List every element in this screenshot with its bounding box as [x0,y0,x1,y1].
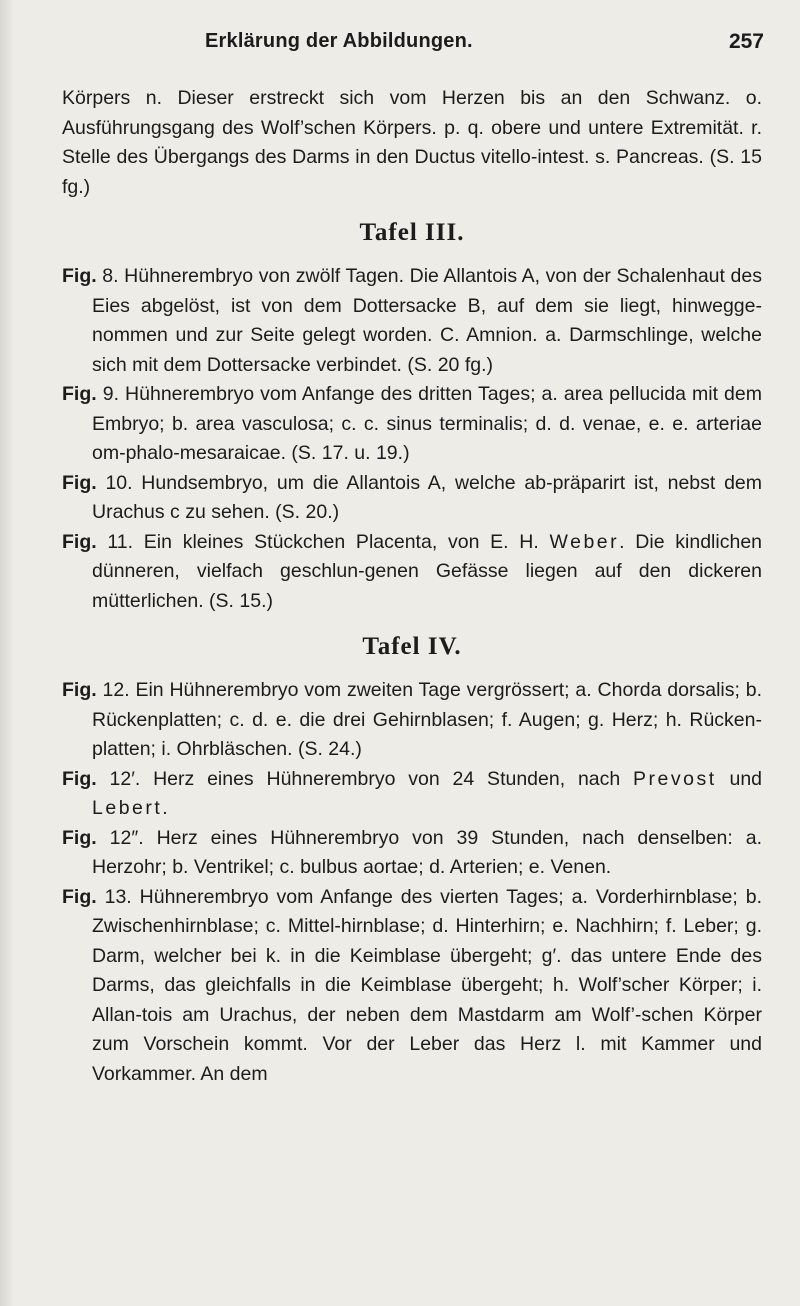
figure-label: Fig. [62,885,97,908]
figure-text: und [716,767,763,790]
body-text [62,84,762,1089]
page-number: 257 [728,30,764,53]
figure-caption [62,528,762,617]
figure-label: Fig. [62,679,97,701]
figure-label: Fig. [62,265,97,287]
figure-text: 11. Ein kleines Stückchen Placenta, von E. H. [107,530,550,553]
figure-text: 12′. Herz eines Hühnerembryo von 24 Stunden, nach [109,767,634,790]
figure-text: . Die kindlichen dünneren, vielfach geschlun-genen Gefässe liegen auf den dickeren mütterlichen. (S. 15.) [92,530,763,612]
section-heading: Tafel IV. [362,633,462,660]
figure-text: 8. Hühnerembryo von zwölf Tagen. Die Allantois A, von der Schalenhaut des Eies abgelöst, ist von dem Dottersacke B, auf dem sie liegt, hinwegge-nommen und zur Seite gelegt worden. C. Amnion. a. Darmschlinge, welche sich mit dem Dottersacke verbindet. (S. 20 fg.) [92,265,762,376]
figure-label: Fig. [62,826,97,849]
figure-label: Fig. [62,471,97,494]
author-name: Weber [549,530,620,553]
figure-label: Fig. [62,530,97,553]
figure-text: 13. Hühnerembryo vom Anfange des vierten Tages; a. Vorderhirnblase; b. Zwischenhirnblase; c. Mittel-hirnblase; d. Hinterhirn; e. Nachhirn; f. Leber; g. Darm, welcher bei k. in die Keimblase übergeht; g′. das untere Ende des Darms, das gleichfalls in die Keimblase übergeht; h. Wolf’scher Körper; i. Allan-tois am Urachus, der neben dem Mastdarm am Wolf’-schen Körper zum Vorschein kommt. Vor der Leber das Herz l. mit Kammer und Vorkammer. An dem [92,885,763,1085]
figure-text: . [162,797,168,819]
section-heading: Tafel III. [359,219,465,246]
figure-caption [62,765,762,824]
figure-caption [62,824,762,883]
figure-text: 10. Hundsembryo, um die Allantois A, welche ab-präparirt ist, nebst dem Urachus c zu sehen. (S. 20.) [92,471,763,523]
binding-edge [0,0,14,1306]
figure-caption [62,262,762,380]
figure-label: Fig. [62,383,97,405]
running-head-title: Erklärung der Abbildungen. [205,30,473,52]
figure-caption [62,676,762,765]
figure-text: 9. Hühnerembryo vom Anfange des dritten Tages; a. area pellucida mit dem Embryo; b. area vasculosa; c. c. sinus terminalis; d. d. venae, e. e. arteriae om-phalo-mesaraicae. (S. 17. u. 19.) [92,383,762,464]
figure-text: 12″. Herz eines Hühnerembryo von 39 Stunden, nach denselben: a. Herzohr; b. Ventrikel; c. bulbus aortae; d. Arterien; e. Venen. [92,826,763,878]
figure-caption [62,883,762,1090]
author-name: Prevost [633,767,717,790]
running-head [0,30,800,60]
author-name: Lebert [92,797,163,819]
figure-caption [62,469,762,528]
figure-text: 12. Ein Hühnerembryo vom zweiten Tage vergrössert; a. Chorda dorsalis; b. Rückenplatten; c. d. e. die drei Gehirnblasen; f. Augen; g. Herz; h. Rücken-platten; i. Ohrbläschen. (S. 24.) [92,679,763,760]
figure-caption [62,380,762,469]
intro-paragraph: Körpers n. Dieser erstreckt sich vom Herzen bis an den Schwanz. o. Ausführungsgang des Wolf’schen Körpers. p. q. obere und untere Extremität. r. Stelle des Übergangs des Darms in den Ductus vitello-intest. s. Pancreas. (S. 15 fg.) [62,87,762,198]
figure-label: Fig. [62,767,97,790]
